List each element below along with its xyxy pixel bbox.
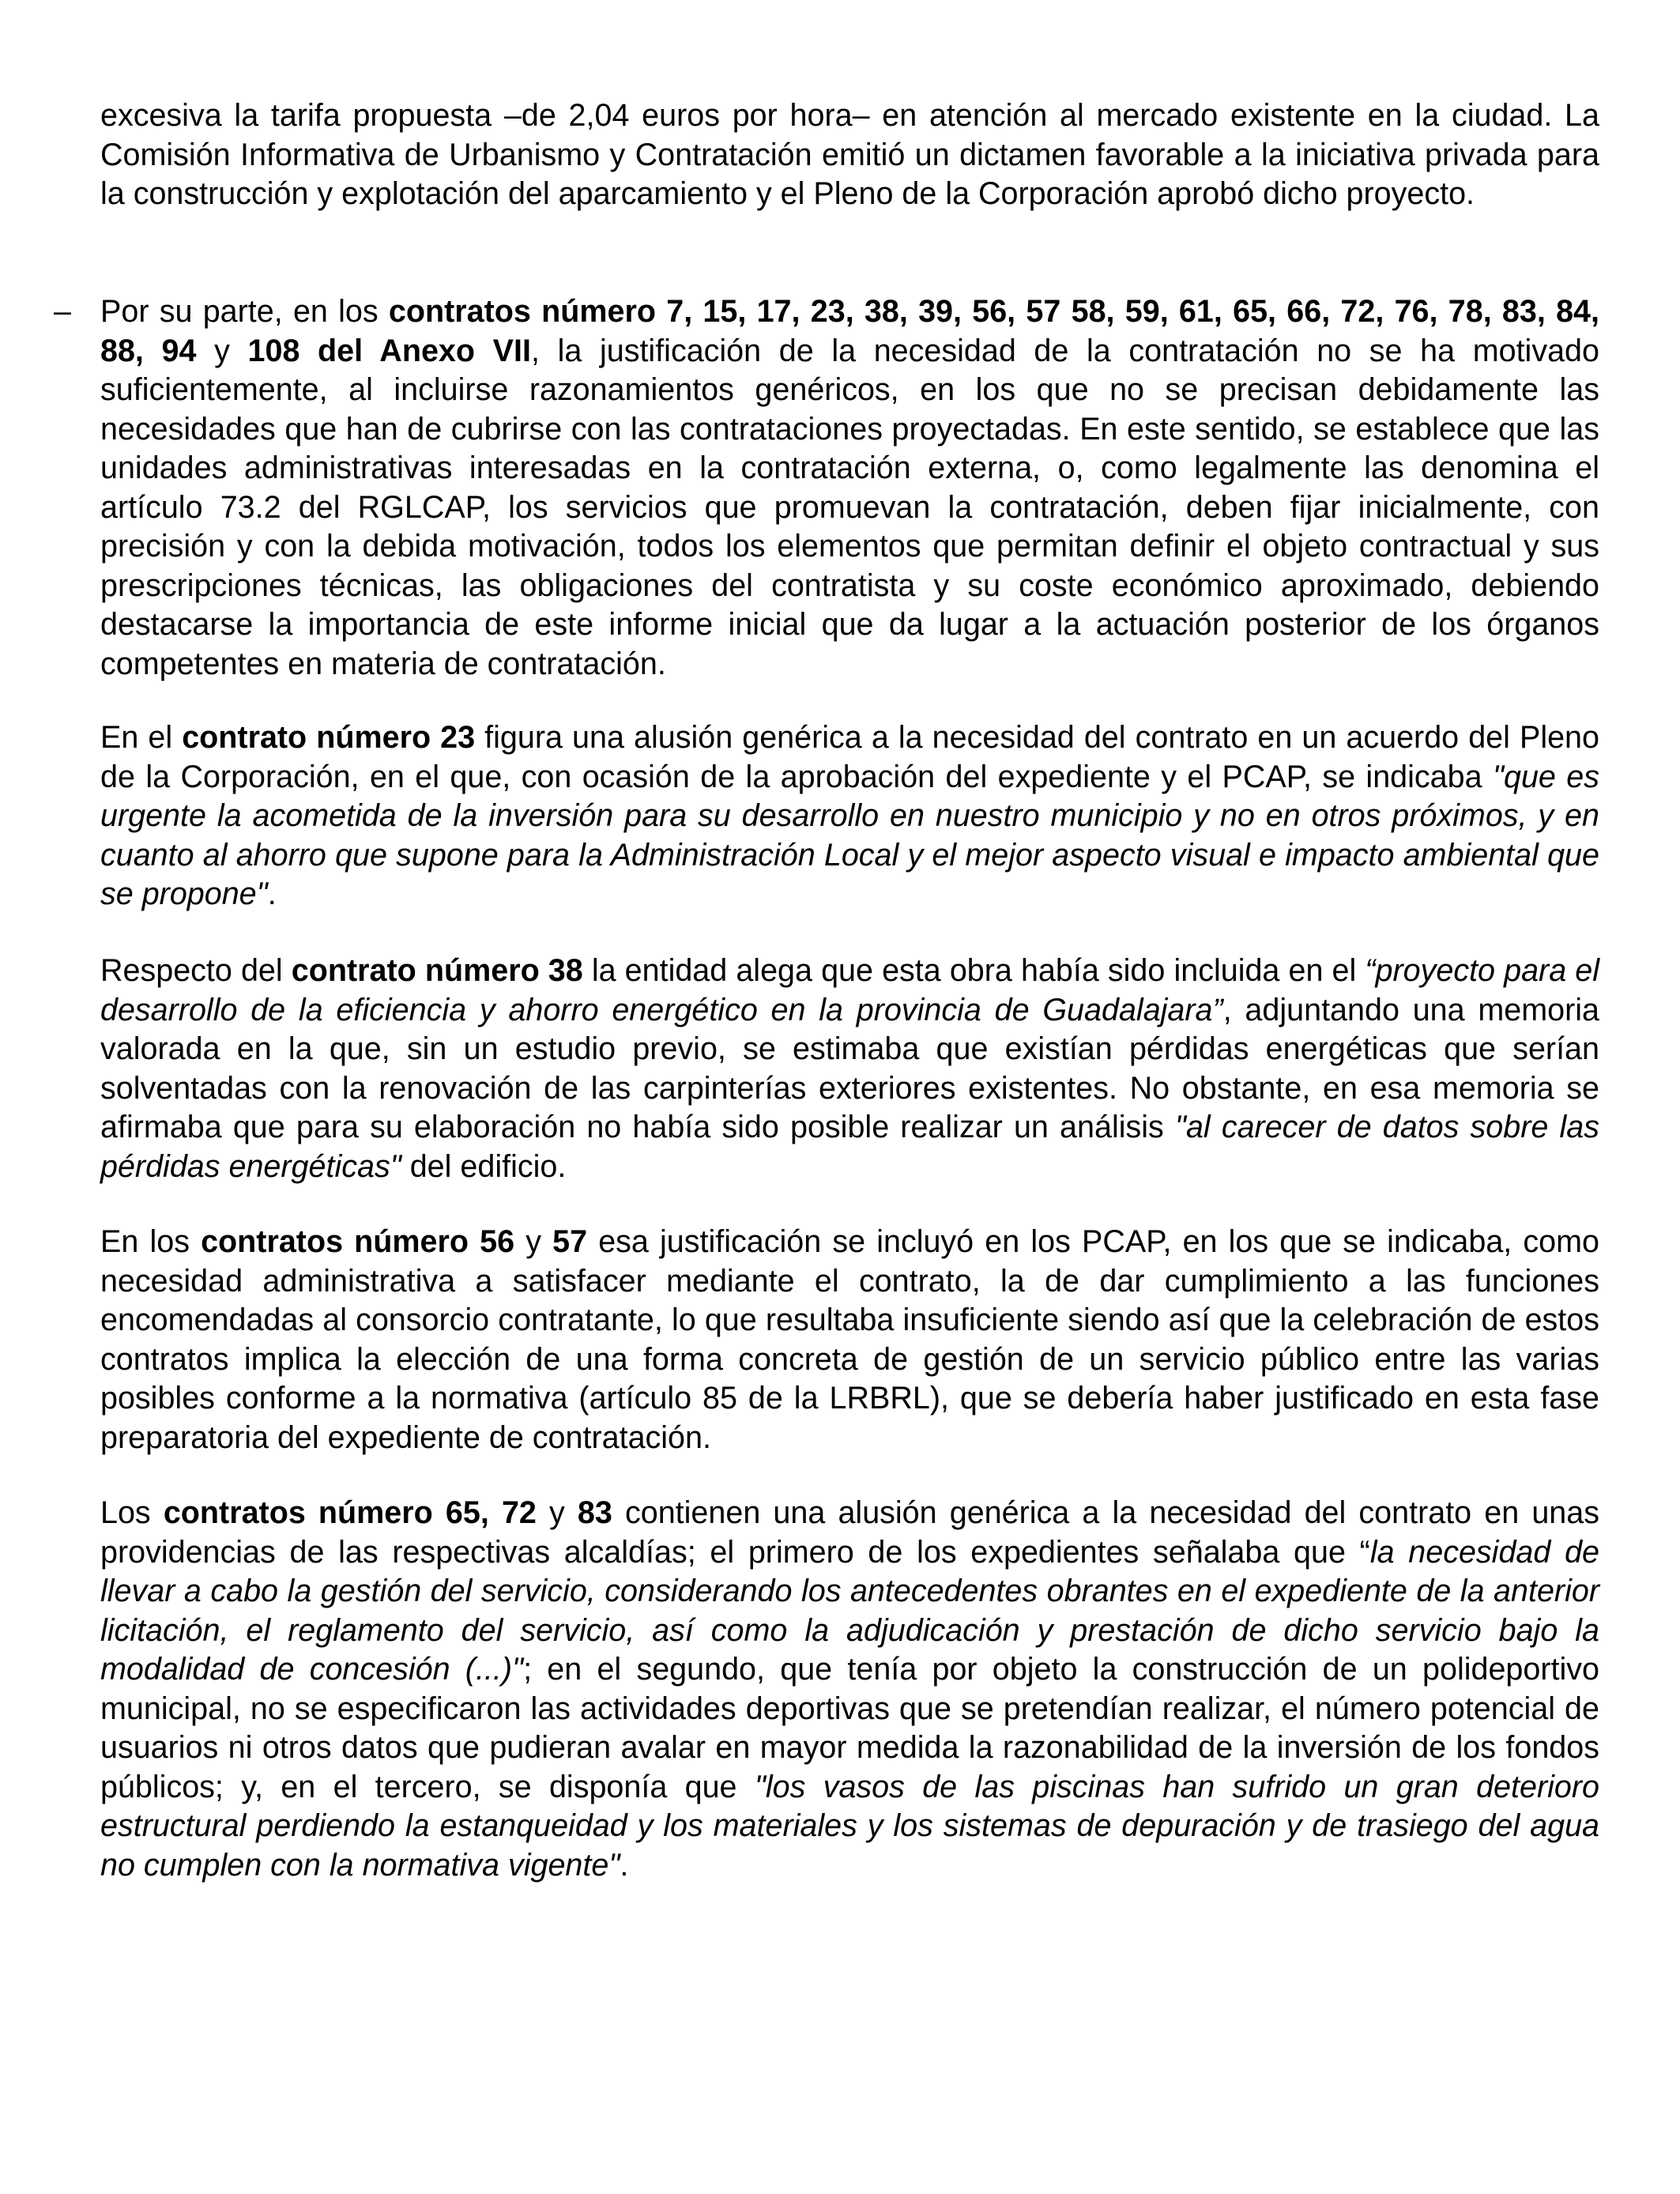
paragraph-justificacion [100,292,1599,684]
italic-quote: "que es urgente la acometida de la inversión para su desarrollo en nuestro municipio y no en otros próximos, y en cuanto al ahorro que supone para la Administración Local y el mejor aspecto visual e impacto ambiental que se propone" [100,759,1599,911]
italic-quote: "al carecer de datos sobre las pérdidas energéticas" [100,1110,1599,1184]
text-run: esa justificación se incluyó en los PCAP, en los que se indicaba, como necesidad administrativa a satisfacer mediante el contrato, la de dar cumplimiento a las funciones encomendadas al consorcio contratante, lo que resultaba insuficiente siendo así que la celebración de estos contratos implica la elección de una forma concreta de gestión de un servicio público entre las varias posibles conforme a la normativa (artículo 85 de la LRBRL), que se debería haber justificado en esta fase preparatoria del expediente de contratación. [100,1224,1599,1455]
text-run: la entidad alega que esta obra había sido incluida en el [582,953,1365,988]
text-run: . [620,1847,629,1883]
text-run: y [514,1224,553,1259]
text-run: contienen una alusión genérica a la necesidad del contrato en unas providencias de las respectivas alcaldías; el primero de los expedientes señalaba que “ [100,1495,1599,1570]
bold-contract-list: contratos número 7, 15, 17, 23, 38, 39, 56, 57 58, 59, 61, 65, 66, 72, 76, 78, 83, 84, 88, 94 [100,294,1599,368]
italic-quote: “proyecto para el desarrollo de la eficiencia y ahorro energético en la provincia de Guadalajara” [100,953,1599,1027]
paragraph-contrato-23 [100,718,1599,914]
italic-quote: "los vasos de las piscinas han sufrido un gran deterioro estructural perdiendo la estanqueidad y los materiales y los sistemas de depuración y de trasiego del agua no cumplen con la normativa vigente" [100,1769,1599,1883]
text-run: En el [100,720,183,755]
text-run: , la justificación de la necesidad de la contratación no se ha motivado suficientemente, al incluirse razonamientos genéricos, en los que no se precisan debidamente las necesidades que han de cubrirse con las contrataciones proyectadas. En este sentido, se establece que las unidades administrativas interesadas en la contratación externa, o, como legalmente las denomina el artículo 73.2 del RGLCAP, los servicios que promuevan la contratación, deben fijar inicialmente, con precisión y con la debida motivación, todos los elementos que permitan definir el objeto contractual y sus prescripciones técnicas, las obligaciones del contratista y su coste económico aproximado, debiendo destacarse la importancia de este informe inicial que da lugar a la actuación posterior de los órganos competentes en materia de contratación. [100,333,1599,681]
text-run: En los [100,1224,202,1259]
text-run: del edificio. [401,1148,567,1184]
text-run: , adjuntando una memoria valorada en la que, sin un estudio previo, se estimaba que existían pérdidas energéticas que serían solventadas con la renovación de las carpinterías exteriores existentes. No obstante, en esa memoria se afirmaba que para su elaboración no había sido posible realizar un análisis [100,992,1600,1144]
italic-quote: la necesidad de llevar a cabo la gestión del servicio, considerando los antecedentes obrantes en el expediente de la anterior licitación, el reglamento del servicio, así como la adjudicación y prestación de dicho servicio bajo la modalidad de concesión (...)" [100,1534,1600,1687]
bold-contract-ref: 83 [577,1495,612,1530]
list-bullet-dash: – [54,294,71,329]
paragraph-text: excesiva la tarifa propuesta –de 2,04 euros por hora– en atención al mercado existente en la ciudad. La Comisión Informativa de Urbanismo y Contratación emitió un dictamen favorable a la iniciativa privada para la construcción y explotación del aparcamiento y el Pleno de la Corporación aprobó dicho proyecto. [100,98,1599,211]
text-run: Los [100,1495,164,1530]
bold-contract-ref: contratos número 65, 72 [163,1495,537,1530]
bold-contract-ref: contrato número 38 [291,953,583,988]
bold-anexo: 108 del Anexo VII [247,333,531,368]
text-run: . [267,876,277,911]
text-run: Por su parte, en los [100,294,389,329]
text-run: Respecto del [100,953,292,988]
bold-contract-ref: contrato número 23 [182,720,476,755]
bold-contract-ref: 57 [552,1224,588,1259]
text-run: y [196,333,248,368]
paragraph-contratos-65-72-83 [100,1494,1599,1885]
text-run: ; en el segundo, que tenía por objeto la construcción de un polideportivo municipal, no se especificaron las actividades deportivas que se pretendían realizar, el número potencial de usuarios ni otros datos que pudieran avalar en mayor medida la razonabilidad de la inversión de los fondos públicos; y, en el tercero, se disponía que [100,1652,1599,1804]
paragraph-contrato-38 [100,952,1599,1186]
text-run: figura una alusión genérica a la necesidad del contrato en un acuerdo del Pleno de la Corporación, en el que, con ocasión de la aprobación del expediente y el PCAP, se indicaba [100,720,1599,794]
bold-contract-ref: contratos número 56 [201,1224,515,1259]
paragraph-contratos-56-57 [100,1223,1599,1457]
paragraph-tarifa [100,96,1599,214]
text-run: y [536,1495,578,1530]
